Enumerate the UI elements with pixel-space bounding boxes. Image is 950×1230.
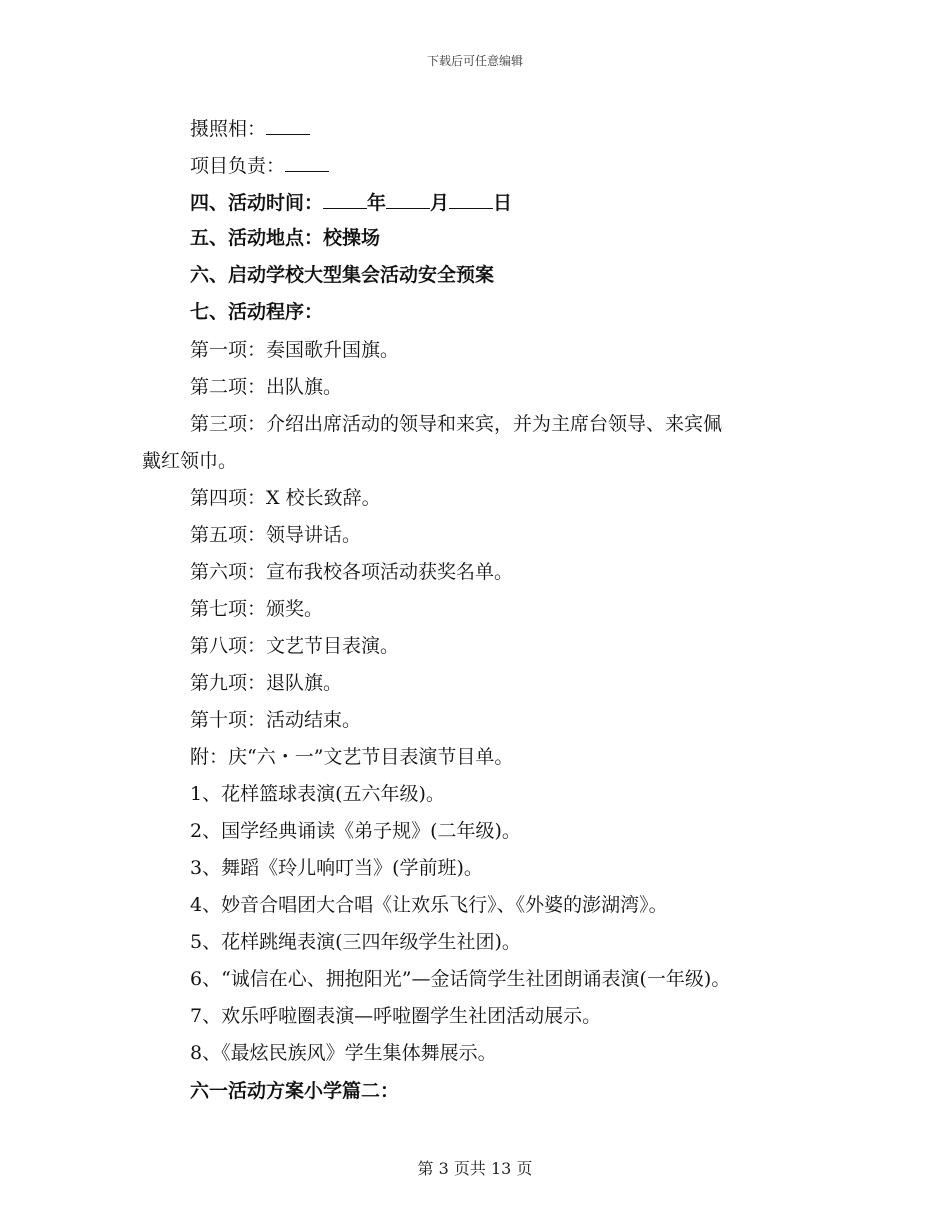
year-label: 年: [367, 192, 387, 214]
program-item-4: 4、妙音合唱团大合唱《让欢乐飞行》、《外婆的澎湖湾》。: [190, 894, 668, 916]
procedure-item-5: 第五项：领导讲话。: [190, 524, 362, 546]
procedure-item-8: 第八项：文艺节目表演。: [190, 635, 400, 657]
program-item-6: 6、“诚信在心、拥抱阳光”—金话筒学生社团朗诵表演(一年级)。: [190, 968, 731, 990]
day-label: 日: [493, 192, 513, 214]
procedure-item-3: 第三项：介绍出席活动的领导和来宾，并为主席台领导、来宾佩: [190, 413, 723, 435]
page-header: 下载后可任意编辑: [426, 54, 523, 68]
procedure-item-9: 第九项：退队旗。: [190, 672, 343, 694]
procedure-item-1: 第一项：奏国歌升国旗。: [190, 339, 400, 361]
program-item-3: 3、舞蹈《玲儿响叮当》(学前班)。: [190, 857, 483, 879]
program-item-2: 2、国学经典诵读《弟子规》(二年级)。: [190, 820, 521, 842]
program-item-7: 7、欢乐呼啦圈表演—呼啦圈学生社团活动展示。: [190, 1005, 602, 1027]
activity-time-line: [190, 186, 512, 218]
appendix-heading: 附：庆“六・一”文艺节目表演节目单。: [190, 746, 514, 768]
procedure-item-10: 第十项：活动结束。: [190, 709, 362, 731]
project-lead-line: [190, 149, 329, 181]
procedure-item-2: 第二项：出队旗。: [190, 376, 343, 398]
procedure-heading: 七、活动程序：: [190, 301, 324, 323]
day-blank: [449, 186, 493, 209]
project-lead-label: 项目负责：: [190, 155, 286, 177]
time-label: 四、活动时间：: [190, 192, 324, 214]
program-item-1: 1、花样篮球表演(五六年级)。: [190, 783, 445, 805]
section-two-heading: 六一活动方案小学篇二：: [190, 1080, 400, 1102]
procedure-item-4: 第四项：X 校长致辞。: [190, 487, 381, 509]
photo-blank: [266, 112, 310, 135]
procedure-item-3-continued: 戴红领巾。: [142, 450, 238, 472]
safety-plan: 六、启动学校大型集会活动安全预案: [190, 264, 495, 286]
month-label: 月: [430, 192, 450, 214]
page-footer: 第 3 页共 13 页: [417, 1159, 533, 1178]
activity-location: 五、活动地点：校操场: [190, 227, 381, 249]
project-lead-blank: [285, 149, 329, 172]
photo-label: 摄照相：: [190, 118, 267, 140]
procedure-item-7: 第七项：颁奖。: [190, 598, 324, 620]
procedure-item-6: 第六项：宣布我校各项活动获奖名单。: [190, 561, 514, 583]
month-blank: [386, 186, 430, 209]
year-blank: [323, 186, 367, 209]
program-item-5: 5、花样跳绳表演(三四年级学生社团)。: [190, 931, 521, 953]
program-item-8: 8、《最炫民族风》学生集体舞展示。: [190, 1042, 497, 1064]
photo-line: [190, 112, 310, 144]
